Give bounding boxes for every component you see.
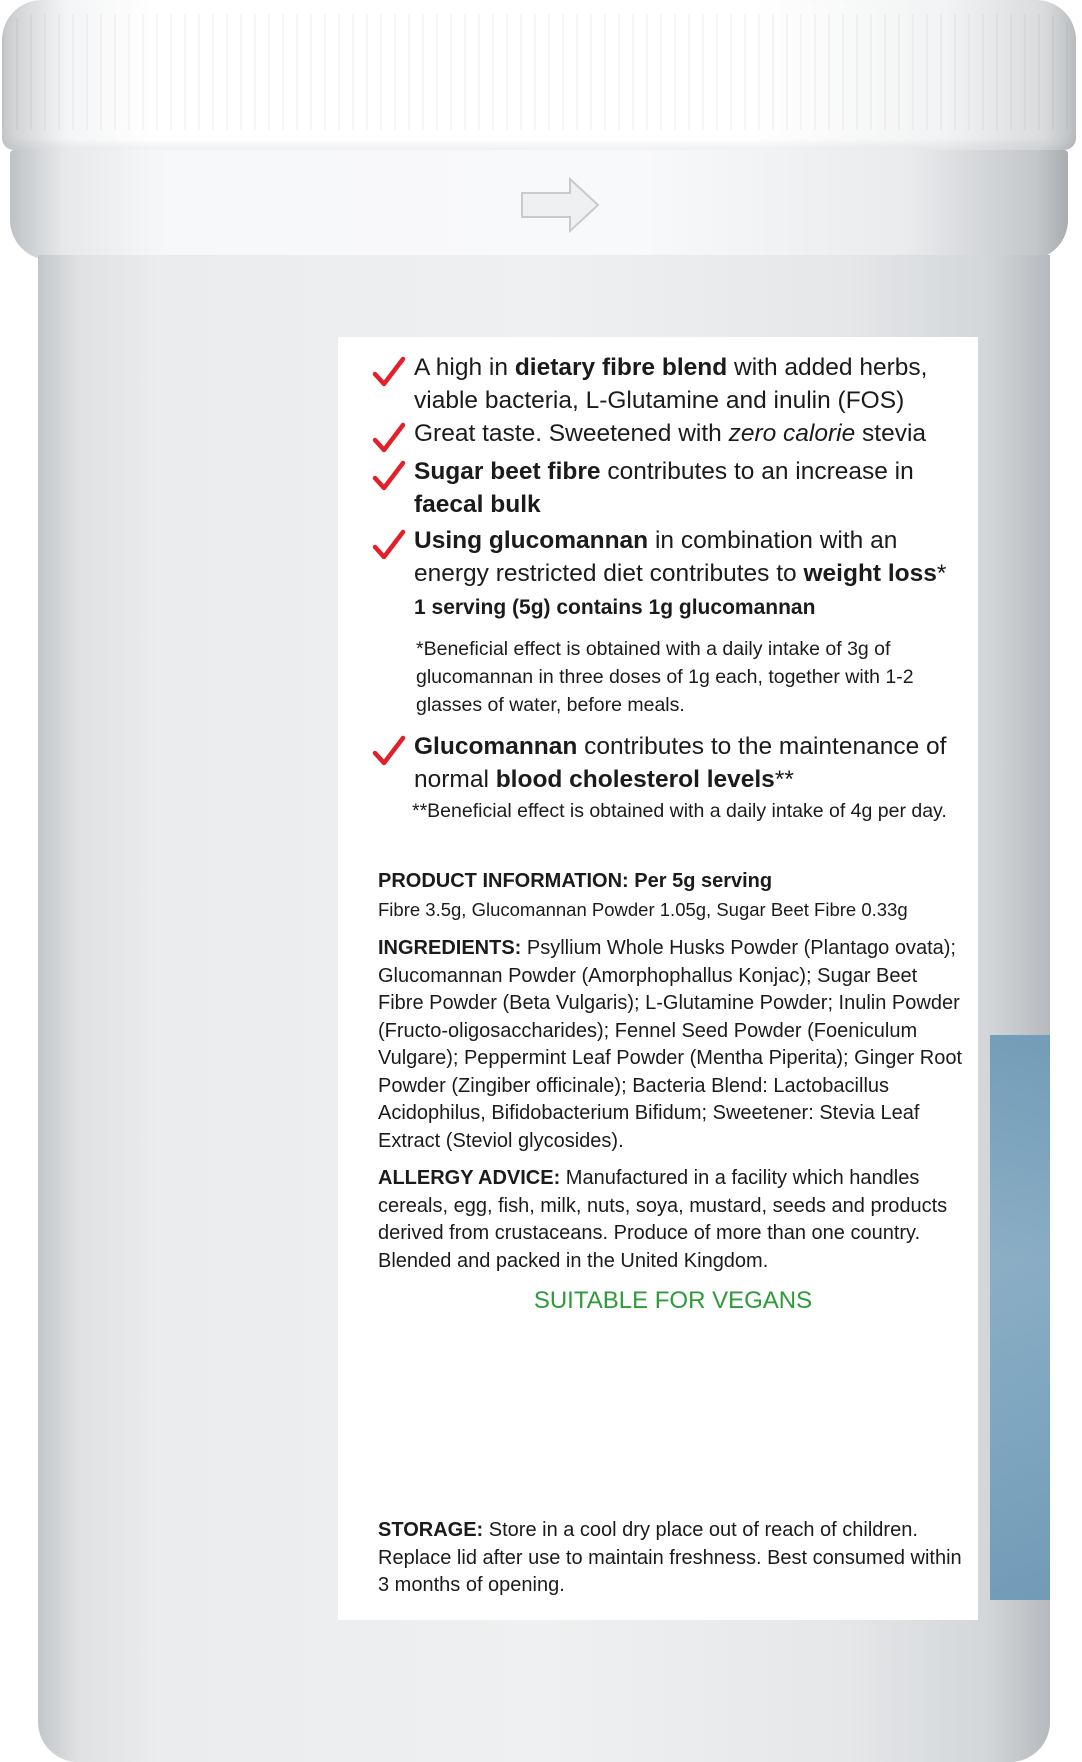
product-information [378,868,968,923]
storage-text: Store in a cool dry place out of reach of children. Replace lid after use to maintain freshness. Best consumed within 3 months of opening. [378,1519,962,1596]
check-icon [372,734,406,768]
claim-text: Sugar beet fibre contributes to an increase in faecal bulk [414,458,914,518]
check-icon [372,421,406,455]
claim-text: Glucomannan contributes to the maintenance of normal blood cholesterol levels** [414,733,947,793]
claim-cholesterol [338,730,974,796]
allergy-advice [378,1165,968,1275]
claim-sugar-beet [338,455,974,521]
storage-heading: STORAGE: [378,1519,484,1541]
jar-lid [2,0,1076,150]
check-icon [372,355,406,389]
weight-loss-note: *Beneficial effect is obtained with a daily intake of 3g of glucomannan in three doses of 1g each, together with 1-2 glasses of water, before meals. [416,638,914,716]
check-icon [372,459,406,493]
product-info-text: Fibre 3.5g, Glucomannan Powder 1.05g, Sugar Beet Fibre 0.33g [378,898,908,920]
claim-taste [338,417,974,455]
claim-weight-loss [338,524,974,624]
ingredients-heading: INGREDIENTS: [378,937,522,959]
ingredients [378,935,968,1155]
claim-text: A high in dietary fibre blend with added herbs, viable bacteria, L-Glutamine and inulin (FOS) [414,354,928,414]
allergy-heading: ALLERGY ADVICE: [378,1167,561,1189]
claim-text: Using glucomannan in combination with an energy restricted diet contributes to weight loss* 1 serving (5g) contains 1g glucomannan [414,527,947,619]
storage [378,1517,968,1600]
lid-arrow-icon [520,175,600,235]
front-label-edge [990,1035,1050,1600]
check-icon [372,528,406,562]
vegan-badge: SUITABLE FOR VEGANS [533,1287,813,1314]
product-info-heading: PRODUCT INFORMATION: Per 5g serving [378,870,773,892]
claim-text: Great taste. Sweetened with zero calorie stevia [414,420,927,447]
claim-fibre-blend [338,351,974,417]
cholesterol-note: **Beneficial effect is obtained with a daily intake of 4g per day. [412,800,947,822]
lid-ridges [2,14,1076,130]
back-label [338,337,978,1620]
ingredients-text: Psyllium Whole Husks Powder (Plantago ovata); Glucomannan Powder (Amorphophallus Konjac); Sugar Beet Fibre Powder (Beta Vulgaris); L-Glutamine Powder; Inulin Powder (Fructo-oligosaccharides); Fennel Seed Powder (Foeniculum Vulgare); Peppermint Leaf Powder (Mentha Piperita); Ginger Root Powder (Zingiber officinale); Bacteria Blend: Lactobacillus Acidophilus, Bifidobacterium Bifidum; Sweetener: Stevia Leaf Extract (Steviol glycosides). [378,937,962,1152]
allergy-text: Manufactured in a facility which handles cereals, egg, fish, milk, nuts, soya, mustard, seeds and products derived from crustaceans. Produce of more than one country. Blended and packed in the United Kingdom. [378,1167,948,1272]
